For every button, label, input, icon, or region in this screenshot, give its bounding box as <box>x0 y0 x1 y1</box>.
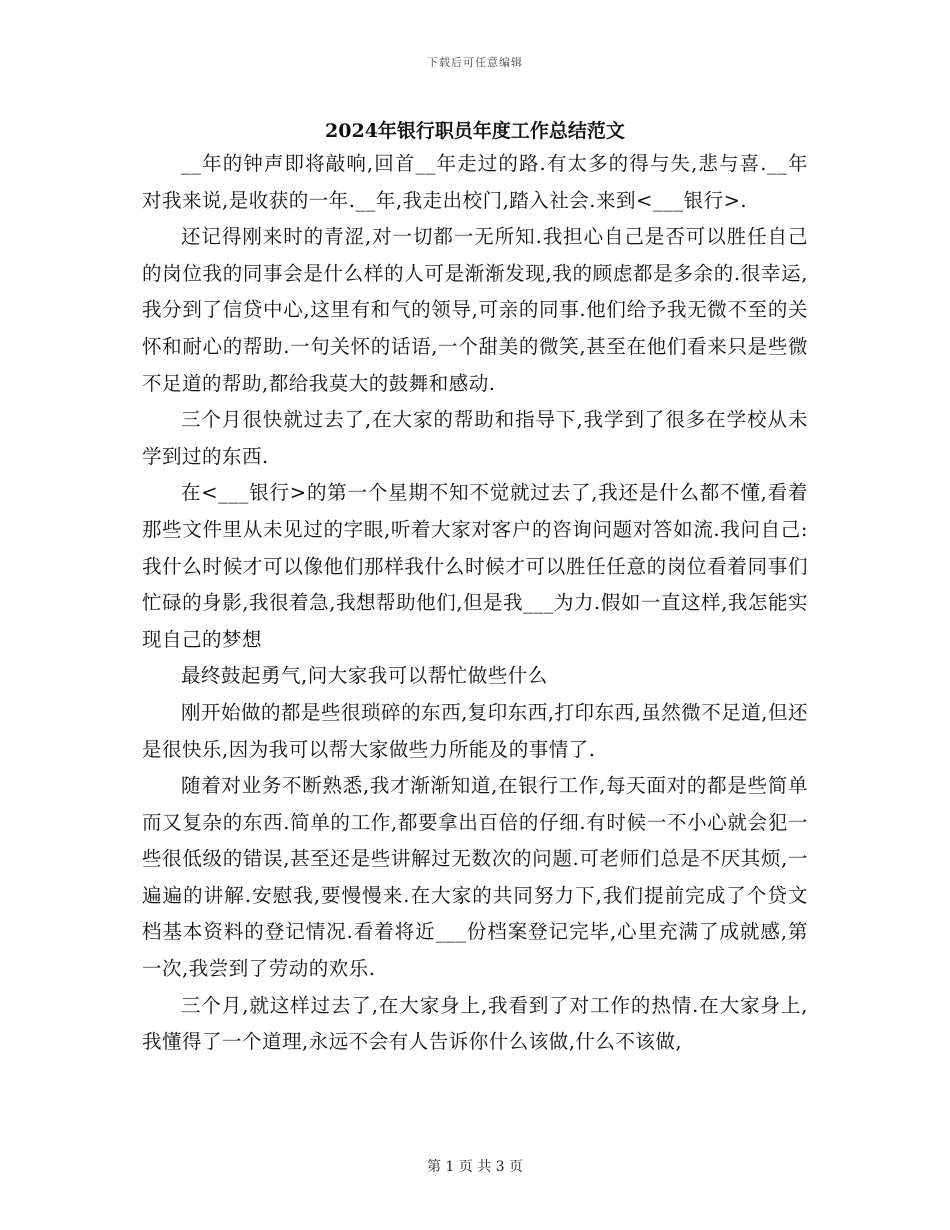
document-body <box>142 146 808 1061</box>
paragraph-7: 随着对业务不断熟悉,我才渐渐知道,在银行工作,每天面对的都是些简单而又复杂的东西.简单的工作,都要拿出百倍的仔细.有时候一不小心就会犯一些很低级的错误,甚至还是些讲解过无数次的问题.可老师们总是不厌其烦,一遍遍的讲解.安慰我,要慢慢来.在大家的共同努力下,我们提前完成了个贷文档基本资料的登记情况.看着将近___份档案登记完毕,心里充满了成就感,第一次,我尝到了劳动的欢乐. <box>142 774 808 981</box>
paragraph-8: 三个月,就这样过去了,在大家身上,我看到了对工作的热情.在大家身上,我懂得了一个道理,永远不会有人告诉你什么该做,什么不该做, <box>142 993 808 1054</box>
paragraph-6: 刚开始做的都是些很琐碎的东西,复印东西,打印东西,虽然微不足道,但还是很快乐,因为我可以帮大家做些力所能及的事情了. <box>142 700 808 761</box>
page-indicator: 第 1 页 共 3 页 <box>426 1159 524 1175</box>
paragraph-5: 最终鼓起勇气,问大家我可以帮忙做些什么 <box>181 664 548 688</box>
header-note: 下载后可任意编辑 <box>427 56 523 69</box>
paragraph-4: 在<___银行>的第一个星期不知不觉就过去了,我还是什么都不懂,看着那些文件里从未见过的字眼,听着大家对客户的咨询问题对答如流.我问自己:我什么时候才可以像他们那样我什么时候才可以胜任任意的岗位看着同事们忙碌的身影,我很着急,我想帮助他们,但是我___为力.假如一直这样,我怎能实现自己的梦想 <box>142 481 808 651</box>
document-title: 2024年银行职员年度工作总结范文 <box>325 120 625 142</box>
paragraph-2: 还记得刚来时的青涩,对一切都一无所知.我担心自己是否可以胜任自己的岗位我的同事会是什么样的人可是渐渐发现,我的顾虑都是多余的.很幸运,我分到了信贷中心,这里有和气的领导,可亲的同事.他们给予我无微不至的关怀和耐心的帮助.一句关怀的话语,一个甜美的微笑,甚至在他们看来只是些微不足道的帮助,都给我莫大的鼓舞和感动. <box>142 225 808 395</box>
paragraph-3: 三个月很快就过去了,在大家的帮助和指导下,我学到了很多在学校从未学到过的东西. <box>142 408 808 468</box>
paragraph-1: __年的钟声即将敲响,回首__年走过的路.有太多的得与失,悲与喜.__年对我来说,是收获的一年.__年,我走出校门,踏入社会.来到<___银行>. <box>142 152 808 212</box>
